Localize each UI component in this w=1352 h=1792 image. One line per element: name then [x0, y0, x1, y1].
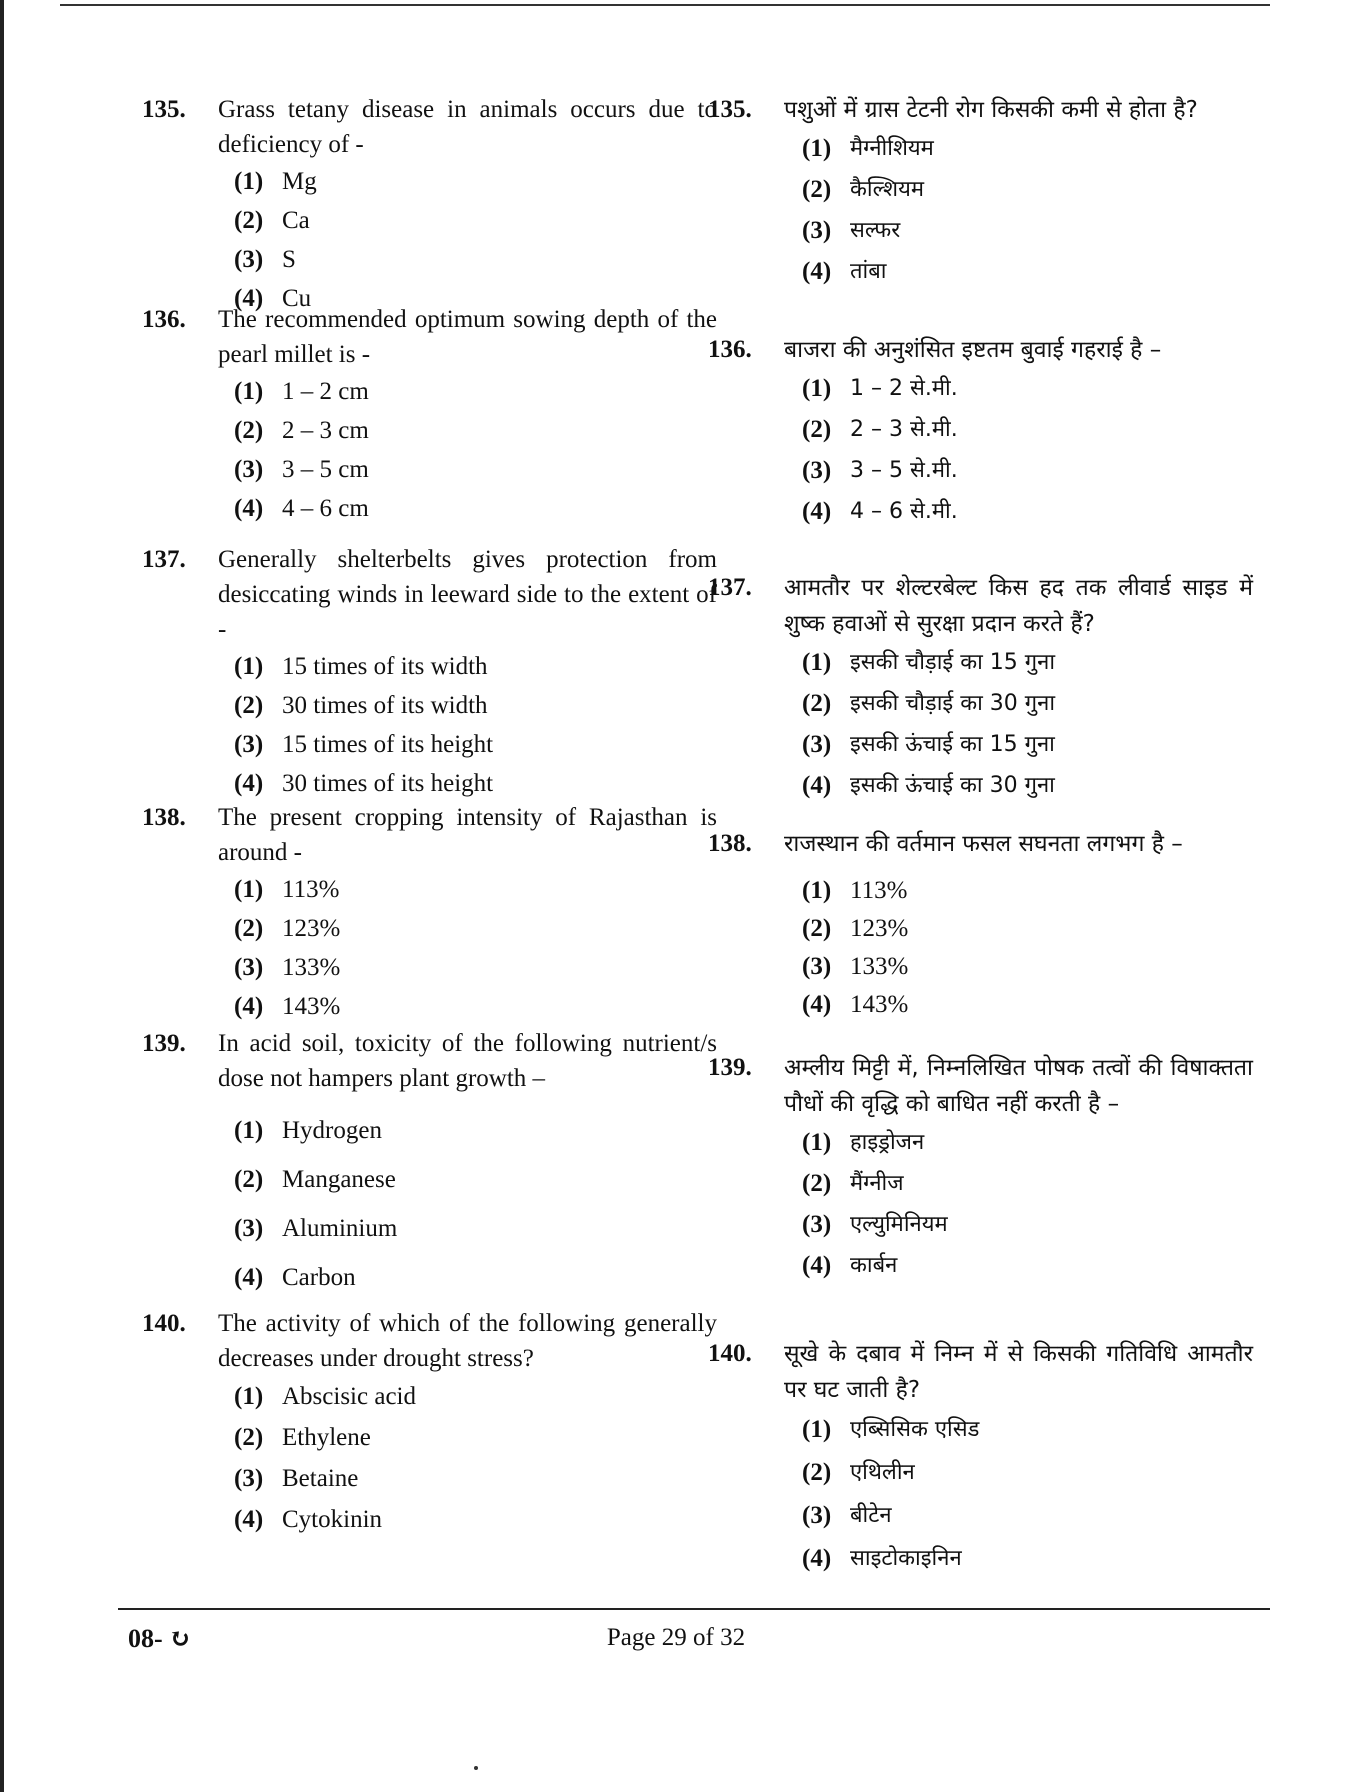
option-label: (2): [802, 1459, 832, 1486]
booklet-code: 08- ↻: [128, 1624, 191, 1653]
option-text: तांबा: [850, 259, 887, 284]
option-text: 15 times of its height: [282, 731, 494, 758]
option-label: (4): [802, 772, 832, 799]
option-label: (3): [802, 217, 832, 244]
option-text: मैंग्नीज: [850, 1171, 904, 1196]
option-4: [234, 1253, 717, 1302]
option-1: [234, 870, 717, 909]
page-number: Page 29 of 32: [606, 1624, 746, 1651]
option-text: 123%: [282, 915, 341, 942]
option-text: Abscisic acid: [282, 1383, 416, 1410]
option-label: (4): [802, 1545, 832, 1572]
option-label: (1): [802, 1129, 832, 1156]
option-text: बीटेन: [850, 1503, 892, 1528]
option-4: [802, 251, 1253, 292]
option-1: [802, 368, 1253, 409]
option-text: कैल्शियम: [850, 177, 925, 202]
question-136-hi: [708, 332, 1253, 570]
option-1: [802, 872, 1253, 910]
question-text: In acid soil, toxicity of the following nutrient/s dose not hampers plant growth –: [218, 1030, 717, 1092]
option-text: Betaine: [282, 1465, 359, 1492]
question-136-en: [142, 302, 717, 542]
option-text: 3 – 5 cm: [282, 456, 369, 483]
option-1: [234, 1106, 717, 1155]
option-label: (1): [234, 378, 264, 405]
option-text: एल्युमिनियम: [850, 1212, 948, 1237]
question-text: The recommended optimum sowing depth of the pearl millet is -: [218, 306, 717, 368]
option-1: [234, 162, 717, 201]
option-1: [234, 1376, 717, 1417]
question-135-hi: [708, 92, 1253, 332]
question-number: 140.: [142, 1310, 186, 1337]
hindi-column: [708, 92, 1253, 1580]
option-text: कार्बन: [850, 1253, 898, 1278]
option-label: (3): [802, 1502, 832, 1529]
option-text: 133%: [850, 953, 909, 980]
question-137-hi: [708, 570, 1253, 826]
question-number: 135.: [142, 96, 186, 123]
option-text: एथिलीन: [850, 1460, 915, 1485]
option-4: [802, 986, 1253, 1024]
scan-speck: [474, 1766, 478, 1770]
question-139-en: [142, 1026, 717, 1306]
option-text: Aluminium: [282, 1215, 398, 1242]
question-text: Grass tetany disease in animals occurs due to deficiency of -: [218, 96, 717, 158]
option-text: S: [282, 246, 296, 273]
option-text: सल्फर: [850, 218, 901, 243]
option-label: (4): [802, 258, 832, 285]
option-1: [802, 128, 1253, 169]
question-number: 135.: [708, 96, 752, 123]
option-3: [802, 948, 1253, 986]
option-text: Cu: [282, 285, 312, 312]
question-number: 136.: [708, 336, 752, 363]
question-number: 139.: [142, 1030, 186, 1057]
option-4: [234, 987, 717, 1026]
question-number: 138.: [708, 830, 752, 857]
option-1: [234, 372, 717, 411]
option-label: (2): [802, 690, 832, 717]
option-text: 133%: [282, 954, 341, 981]
question-number: 139.: [708, 1054, 752, 1081]
question-text: Generally shelterbelts gives protection from desiccating winds in leeward side to the extent of -: [218, 546, 717, 643]
option-text: हाइड्रोजन: [850, 1130, 925, 1155]
option-label: (2): [802, 176, 832, 203]
option-text: 30 times of its width: [282, 692, 488, 719]
option-text: 143%: [850, 991, 909, 1018]
option-label: (2): [234, 692, 264, 719]
option-3: [802, 724, 1253, 765]
option-1: [234, 647, 717, 686]
question-139-hi: [708, 1050, 1253, 1336]
question-text: The present cropping intensity of Rajasthan is around -: [218, 804, 717, 866]
option-text: Cytokinin: [282, 1506, 383, 1533]
option-3: [234, 948, 717, 987]
option-label: (4): [234, 770, 264, 797]
question-text: अम्लीय मिट्टी में, निम्नलिखित पोषक तत्वों की विषाक्तता पौधों की वृद्धि को बाधित नहीं करती है –: [784, 1055, 1253, 1117]
option-label: (4): [234, 285, 264, 312]
question-137-en: [142, 542, 717, 800]
option-3: [234, 1458, 717, 1499]
option-text: 4 – 6 से.मी.: [850, 499, 958, 524]
option-text: 113%: [282, 876, 340, 903]
option-2: [802, 1451, 1253, 1494]
option-3: [234, 450, 717, 489]
option-label: (3): [234, 1215, 264, 1242]
option-3: [802, 1494, 1253, 1537]
option-label: (1): [234, 168, 264, 195]
footer-rule: [118, 1608, 1270, 1610]
option-text: 1 – 2 cm: [282, 378, 369, 405]
question-number: 137.: [708, 574, 752, 601]
option-label: (1): [234, 1383, 264, 1410]
question-text: सूखे के दबाव में निम्न में से किसकी गतिविधि आमतौर पर घट जाती है?: [784, 1341, 1253, 1403]
question-135-en: [142, 92, 717, 312]
option-text: मैग्नीशियम: [850, 136, 934, 161]
option-text: 113%: [850, 877, 908, 904]
option-text: Ca: [282, 207, 310, 234]
option-label: (4): [234, 495, 264, 522]
question-140-en: [142, 1306, 717, 1540]
option-label: (1): [802, 877, 832, 904]
option-text: Carbon: [282, 1264, 356, 1291]
option-label: (2): [234, 207, 264, 234]
option-label: (2): [802, 416, 832, 443]
option-label: (2): [234, 1166, 264, 1193]
option-text: 2 – 3 cm: [282, 417, 369, 444]
option-text: 143%: [282, 993, 341, 1020]
option-3: [234, 1204, 717, 1253]
question-text: बाजरा की अनुशंसित इष्टतम बुवाई गहराई है –: [784, 337, 1162, 363]
option-text: एब्सिसिक एसिड: [850, 1417, 980, 1442]
option-1: [802, 1122, 1253, 1163]
option-4: [234, 764, 717, 803]
option-label: (3): [234, 1465, 264, 1492]
option-label: (1): [234, 1117, 264, 1144]
option-label: (2): [802, 915, 832, 942]
option-2: [234, 411, 717, 450]
question-text: राजस्थान की वर्तमान फसल सघनता लगभग है –: [784, 831, 1183, 857]
option-4: [802, 491, 1253, 532]
english-column: [142, 92, 717, 1540]
option-4: [802, 1537, 1253, 1580]
option-4: [234, 489, 717, 528]
option-label: (1): [234, 876, 264, 903]
option-label: (3): [802, 731, 832, 758]
option-label: (1): [802, 1416, 832, 1443]
option-text: 30 times of its height: [282, 770, 494, 797]
option-label: (4): [234, 1506, 264, 1533]
option-label: (3): [802, 457, 832, 484]
option-label: (1): [802, 649, 832, 676]
option-label: (2): [802, 1170, 832, 1197]
option-label: (4): [802, 1252, 832, 1279]
option-label: (3): [234, 246, 264, 273]
option-3: [802, 210, 1253, 251]
option-4: [802, 765, 1253, 806]
option-text: साइटोकाइनिन: [850, 1546, 962, 1571]
option-2: [234, 1417, 717, 1458]
option-2: [802, 169, 1253, 210]
option-label: (3): [234, 731, 264, 758]
option-text: Mg: [282, 168, 317, 195]
option-3: [802, 450, 1253, 491]
option-2: [802, 910, 1253, 948]
option-text: Manganese: [282, 1166, 396, 1193]
question-text: The activity of which of the following generally decreases under drought stress?: [218, 1310, 717, 1372]
option-label: (4): [234, 993, 264, 1020]
option-2: [234, 909, 717, 948]
option-3: [234, 240, 717, 279]
question-138-en: [142, 800, 717, 1026]
question-138-hi: [708, 826, 1253, 1050]
option-text: 4 – 6 cm: [282, 495, 369, 522]
question-number: 136.: [142, 306, 186, 333]
option-label: (4): [234, 1264, 264, 1291]
option-text: इसकी चौड़ाई का 30 गुना: [850, 691, 1056, 716]
option-label: (2): [234, 417, 264, 444]
option-text: 3 – 5 से.मी.: [850, 458, 958, 483]
option-text: 1 – 2 से.मी.: [850, 376, 958, 401]
question-text: आमतौर पर शेल्टरबेल्ट किस हद तक लीवार्ड साइड में शुष्क हवाओं से सुरक्षा प्रदान करते हैं?: [784, 575, 1253, 637]
option-label: (3): [234, 954, 264, 981]
question-number: 138.: [142, 804, 186, 831]
option-4: [802, 1245, 1253, 1286]
option-2: [234, 1155, 717, 1204]
question-text: पशुओं में ग्रास टेटनी रोग किसकी कमी से होता है?: [784, 97, 1198, 123]
option-label: (1): [802, 135, 832, 162]
option-text: 15 times of its width: [282, 653, 488, 680]
option-text: इसकी ऊंचाई का 30 गुना: [850, 773, 1055, 798]
option-2: [802, 409, 1253, 450]
option-text: इसकी चौड़ाई का 15 गुना: [850, 650, 1056, 675]
option-1: [802, 1408, 1253, 1451]
option-label: (3): [234, 456, 264, 483]
page-scan-edge: [0, 0, 4, 1792]
question-140-hi: [708, 1336, 1253, 1580]
top-rule: [60, 4, 1270, 6]
option-text: इसकी ऊंचाई का 15 गुना: [850, 732, 1055, 757]
question-number: 140.: [708, 1340, 752, 1367]
option-label: (4): [802, 498, 832, 525]
option-label: (4): [802, 991, 832, 1018]
option-4: [234, 1499, 717, 1540]
option-text: 2 – 3 से.मी.: [850, 417, 958, 442]
option-text: 123%: [850, 915, 909, 942]
option-label: (3): [802, 953, 832, 980]
option-label: (1): [234, 653, 264, 680]
option-2: [234, 686, 717, 725]
option-text: Ethylene: [282, 1424, 371, 1451]
question-number: 137.: [142, 546, 186, 573]
option-3: [234, 725, 717, 764]
option-label: (1): [802, 375, 832, 402]
option-2: [802, 1163, 1253, 1204]
option-3: [802, 1204, 1253, 1245]
option-label: (3): [802, 1211, 832, 1238]
option-2: [802, 683, 1253, 724]
option-label: (2): [234, 915, 264, 942]
option-label: (2): [234, 1424, 264, 1451]
option-2: [234, 201, 717, 240]
option-1: [802, 642, 1253, 683]
option-text: Hydrogen: [282, 1117, 382, 1144]
